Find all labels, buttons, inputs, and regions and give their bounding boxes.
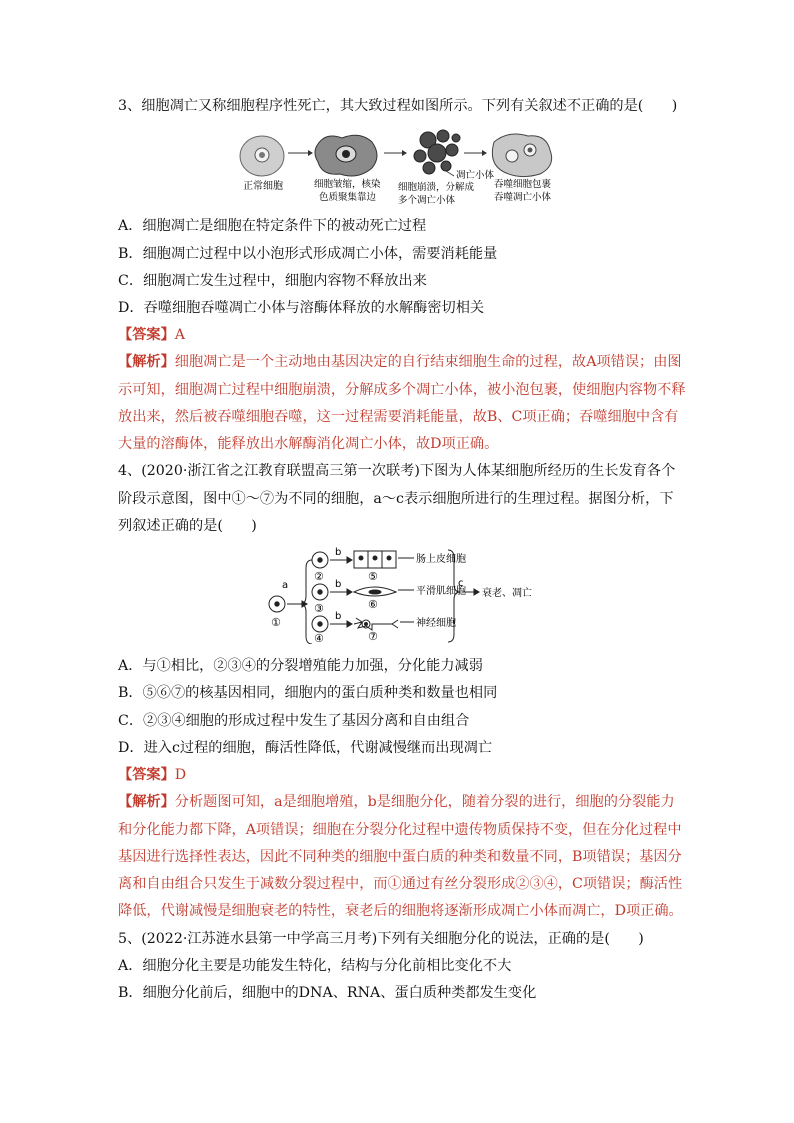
process-c-label: c xyxy=(458,578,464,589)
fig3-caption-2b: 色质聚集靠边 xyxy=(319,192,377,203)
q4-option-d: D．进入c过程的细胞，酶活性降低，代谢减慢继而出现凋亡 xyxy=(118,740,493,756)
fig3-caption-4a: 吞噬细胞包裹 xyxy=(494,179,552,190)
cell-2-number: ② xyxy=(314,570,324,583)
process-b-label-3: b xyxy=(335,611,342,622)
shrunken-cell-image xyxy=(315,135,377,176)
q4-analysis-line-4: 离和自由组合只发生于减数分裂过程中，而①通过有丝分裂形成②③④，C项错误；酶活性 xyxy=(118,876,683,892)
phagocyte-image xyxy=(492,134,551,177)
q3-analysis-line-1 xyxy=(118,352,682,372)
q3-answer-label: 【答案】 xyxy=(118,327,175,343)
cell-development-figure xyxy=(262,544,552,644)
q3-stem: 3、细胞凋亡又称细胞程序性死亡，其大致过程如图所示。下列有关叙述不正确的是( ) xyxy=(118,98,678,114)
q3-option-b: B．细胞凋亡过程中以小泡形式形成凋亡小体，需要消耗能量 xyxy=(118,246,498,262)
q3-answer-value: A xyxy=(174,327,186,343)
q4-option-b: B．⑤⑥⑦的核基因相同，细胞内的蛋白质种类和数量也相同 xyxy=(118,685,498,701)
q4-analysis-label: 【解析】 xyxy=(118,794,175,810)
q4-stem-line-1: 4、(2020·浙江省之江教育联盟高三第一次联考)下图为人体某细胞所经历的生长发育各个 xyxy=(118,463,676,479)
fig3-caption-4b: 吞噬凋亡小体 xyxy=(494,192,552,203)
smooth-muscle-label: 平滑肌细胞 xyxy=(416,586,466,597)
nerve-cell-label: 神经细胞 xyxy=(416,618,456,629)
q4-answer-label: 【答案】 xyxy=(118,767,175,783)
q4-stem-line-3: 列叙述正确的是( ) xyxy=(118,518,257,534)
process-a-label: a xyxy=(282,580,289,591)
q3-analysis-text-1: 细胞凋亡是一个主动地由基因决定的自行结束细胞生命的过程，故A项错误；由图 xyxy=(174,354,682,370)
q5-stem: 5、(2022·江苏涟水县第一中学高三月考)下列有关细胞分化的说法，正确的是( ) xyxy=(118,931,644,947)
q3-option-a: A．细胞凋亡是细胞在特定条件下的被动死亡过程 xyxy=(118,218,427,234)
q4-analysis-text-1: 分析题图可知，a是细胞增殖，b是细胞分化，随着分裂的进行，细胞的分裂能力 xyxy=(174,794,675,810)
q4-stem-line-2: 阶段示意图，图中①～⑦为不同的细胞，a～c表示细胞所进行的生理过程。据图分析，下 xyxy=(118,491,674,507)
q3-analysis-line-2: 示可知，细胞凋亡过程中细胞崩溃，分解成多个凋亡小体，被小泡包裹，使细胞内容物不释 xyxy=(118,382,686,398)
q3-analysis-line-4: 大量的溶酶体，能释放出水解酶消化凋亡小体，故D项正确。 xyxy=(118,436,499,452)
q4-answer xyxy=(118,765,186,785)
q5-option-b: B．细胞分化前后，细胞中的DNA、RNA、蛋白质种类都发生变化 xyxy=(118,985,537,1001)
apoptosis-figure xyxy=(232,126,572,212)
q5-option-a: A．细胞分化主要是功能发生特化，结构与分化前相比变化不大 xyxy=(118,958,512,974)
cell-7-number: ⑦ xyxy=(368,630,378,643)
q4-analysis-line-2: 和分化能力都下降，A项错误；细胞在分裂分化过程中遗传物质保持不变，但在分化过程中 xyxy=(118,822,682,838)
normal-cell-image xyxy=(240,136,284,176)
q4-analysis-line-3: 基因进行选择性表达，因此不同种类的细胞中蛋白质的种类和数量不同，B项错误；基因分 xyxy=(118,849,682,865)
aging-apoptosis-label: 衰老、凋亡 xyxy=(482,588,532,599)
q4-analysis-line-1 xyxy=(118,792,675,812)
fig3-caption-2a: 细胞皱缩，核染 xyxy=(314,179,381,190)
fig3-caption-1: 正常细胞 xyxy=(243,181,283,192)
fig3-caption-3b: 多个凋亡小体 xyxy=(398,195,456,206)
fig3-apoptotic-body-label: 凋亡小体 xyxy=(456,170,495,181)
cell-6-number: ⑥ xyxy=(368,598,378,611)
q4-analysis-line-5: 降低，代谢减慢是细胞衰老的特性，衰老后的细胞将逐渐形成凋亡小体而凋亡，D项正确。 xyxy=(118,903,683,919)
intestinal-cell-label: 肠上皮细胞 xyxy=(416,554,466,565)
q3-answer xyxy=(118,325,185,345)
process-b-label-2: b xyxy=(335,579,342,590)
cell-3-number: ③ xyxy=(314,602,324,615)
cell-1-number: ① xyxy=(271,616,281,629)
q3-analysis-label: 【解析】 xyxy=(118,354,175,370)
q4-option-a: A．与①相比，②③④的分裂增殖能力加强，分化能力减弱 xyxy=(118,658,483,674)
cell-4-number: ④ xyxy=(314,632,324,644)
cell-5-number: ⑤ xyxy=(368,570,378,583)
q3-analysis-line-3: 放出来，然后被吞噬细胞吞噬，这一过程需要消耗能量，故B、C项正确；吞噬细胞中含有 xyxy=(118,409,679,425)
q4-answer-value: D xyxy=(174,767,187,783)
process-b-label-1: b xyxy=(335,547,342,558)
q3-option-c: C．细胞凋亡发生过程中，细胞内容物不释放出来 xyxy=(118,273,427,289)
apoptotic-bodies-image xyxy=(414,130,460,174)
fig3-caption-3a: 细胞崩溃，分解成 xyxy=(398,182,475,193)
q4-option-c: C．②③④细胞的形成过程中发生了基因分离和自由组合 xyxy=(118,713,470,729)
q3-option-d: D．吞噬细胞吞噬凋亡小体与溶酶体释放的水解酶密切相关 xyxy=(118,300,485,316)
